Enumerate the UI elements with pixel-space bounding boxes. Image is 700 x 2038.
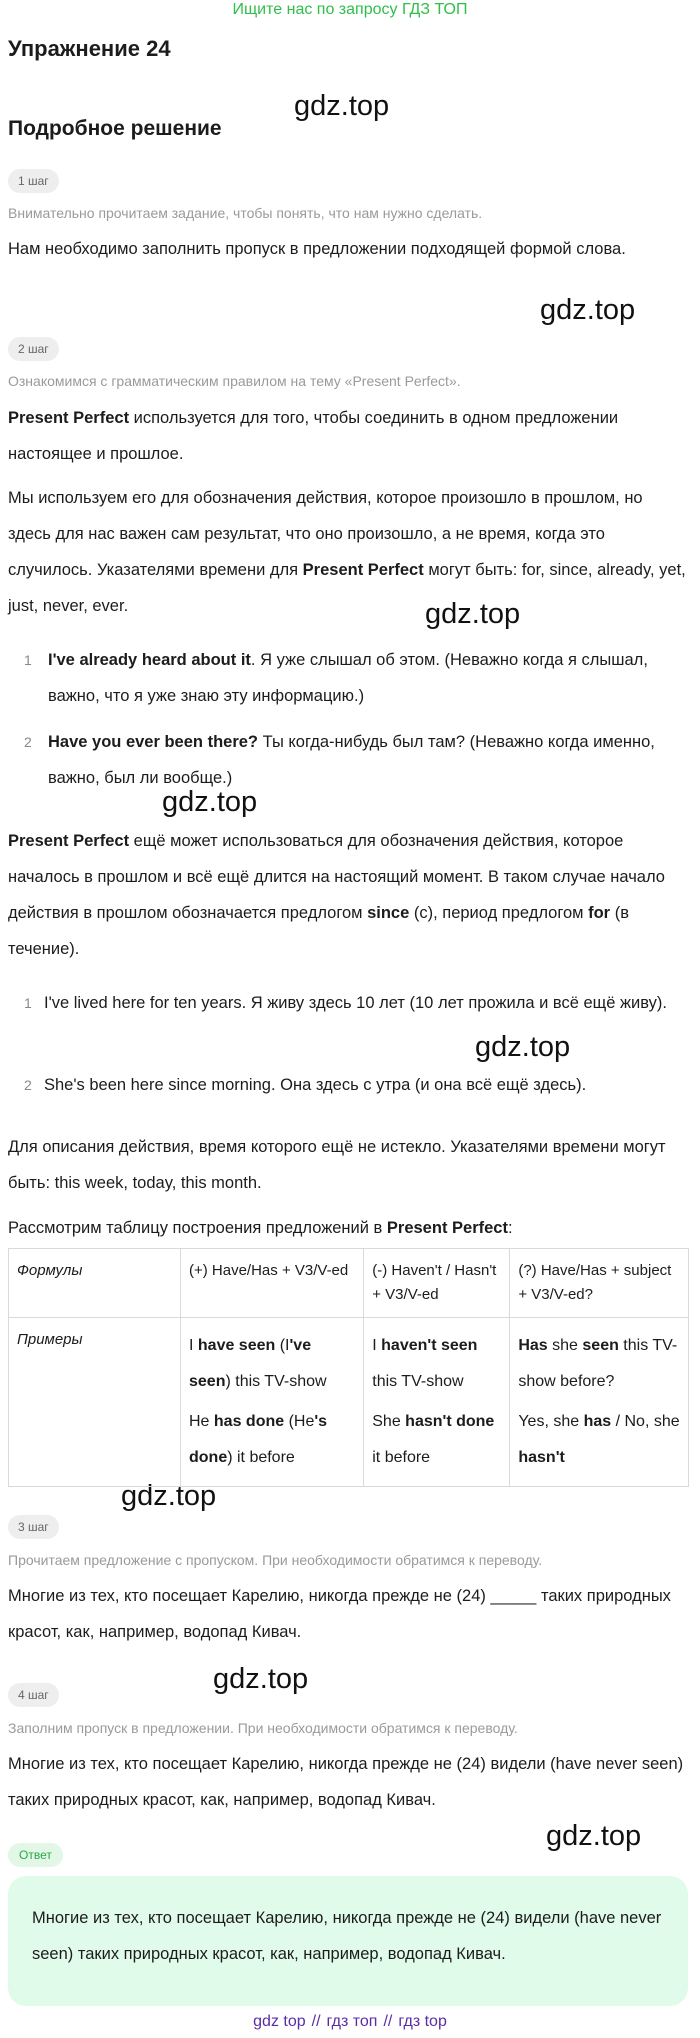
table-cell: (+) Have/Has + V3/V-ed	[181, 1249, 364, 1318]
row-header: Примеры	[9, 1318, 181, 1487]
step-badge: 2 шаг	[8, 337, 59, 361]
answer-badge: Ответ	[8, 1843, 63, 1867]
table-cell: (-) Haven't / Hasn't + V3/V-ed	[364, 1249, 510, 1318]
example: She's been here since morning. Она здесь с утра (и она всё ещё здесь).	[44, 1076, 587, 1094]
term: Present Perfect	[8, 409, 130, 427]
grammar-table	[8, 1248, 689, 1487]
text: :	[507, 1219, 513, 1237]
text: (в течение).	[8, 904, 629, 958]
example-sentence: She hasn't done it before	[372, 1413, 495, 1466]
example-sentence: I haven't seen this TV-show	[372, 1337, 478, 1390]
step-text: Нам необходимо заполнить пропуск в предложении подходящей формой слова.	[8, 240, 626, 258]
watermark: gdz.top	[475, 1031, 571, 1063]
step-badge: 1 шаг	[8, 169, 59, 193]
example-sentence: Has she seen this TV-show before?	[518, 1337, 678, 1390]
watermark: gdz.top	[121, 1480, 217, 1512]
answer-text: Многие из тех, кто посещает Карелию, никогда прежде не (24) видели (have never seen) таких природных красот, как, например, водопад Кивач.	[32, 1909, 662, 1963]
search-promo-banner[interactable]: Ищите нас по запросу ГДЗ ТОП	[232, 1, 468, 18]
step-badge: 4 шаг	[8, 1683, 59, 1707]
answer-box	[8, 1876, 688, 2006]
term: Present Perfect	[386, 1219, 508, 1237]
separator: //	[311, 2013, 321, 2030]
example: Have you ever been there?	[48, 733, 259, 751]
list-number: 1	[24, 652, 32, 668]
table-row	[9, 1249, 689, 1318]
rule-paragraph	[8, 480, 688, 624]
list-number: 2	[24, 1077, 32, 1093]
footer-link[interactable]: гдз top	[398, 2013, 447, 2030]
separator: //	[383, 2013, 393, 2030]
watermark: gdz.top	[294, 90, 390, 122]
text: могут быть: for, since, already, yet, just, never, ever.	[8, 561, 686, 615]
example-sentence: Yes, she has / No, she hasn't	[518, 1413, 680, 1466]
step-hint: Ознакомимся с грамматическим правилом на тему «Present Perfect».	[8, 373, 461, 389]
list-number: 1	[24, 995, 32, 1011]
table-cell	[510, 1318, 689, 1487]
footer-links	[0, 2013, 700, 2031]
table-row	[9, 1318, 689, 1487]
rule-paragraph	[8, 400, 688, 472]
step-hint: Заполним пропуск в предложении. При необходимости обратимся к переводу.	[8, 1720, 518, 1736]
exercise-title: Упражнение 24	[8, 36, 171, 61]
text: Мы используем его для обозначения действия, которое произошло в прошлом, но здесь для нас важен сам результат, что оно произошло, а не время, когда это случилось. Указателями времени для	[8, 489, 643, 579]
text: Рассмотрим таблицу построения предложений в	[8, 1219, 387, 1237]
rule-paragraph: Для описания действия, время которого ещё не истекло. Указателями времени могут быть: this week, today, this month.	[8, 1138, 666, 1192]
watermark: gdz.top	[546, 1820, 642, 1852]
list-number: 2	[24, 734, 32, 750]
example: I've lived here for ten years. Я живу здесь 10 лет (10 лет прожила и всё ещё живу).	[44, 994, 667, 1012]
text: используется для того, чтобы соединить в одном предложении настоящее и прошлое.	[8, 409, 619, 463]
rule-paragraph	[8, 1210, 688, 1246]
step-text: Многие из тех, кто посещает Карелию, никогда прежде не (24) _____ таких природных красот, как, например, водопад Кивач.	[8, 1587, 671, 1641]
table-cell	[181, 1318, 364, 1487]
footer-link[interactable]: гдз топ	[326, 2013, 378, 2030]
step-badge: 3 шаг	[8, 1515, 59, 1539]
term: for	[588, 904, 611, 922]
term: since	[367, 904, 410, 922]
step-text: Многие из тех, кто посещает Карелию, никогда прежде не (24) видели (have never seen) таких природных красот, как, например, водопад Кивач.	[8, 1755, 684, 1809]
watermark: gdz.top	[425, 598, 521, 630]
watermark: gdz.top	[213, 1663, 309, 1695]
translation: Ты когда-нибудь был там? (Неважно когда именно, важно, был ли вообще.)	[48, 733, 655, 787]
row-header: Формулы	[9, 1249, 181, 1318]
text: (с), период предлогом	[409, 904, 589, 922]
example-sentence: He has done (He's done) it before	[189, 1413, 328, 1466]
rule-paragraph	[8, 823, 688, 967]
example: I've already heard about it	[48, 651, 251, 669]
text: ещё может использоваться для обозначения действия, которое началось в прошлом и всё ещё длится на настоящий момент. В таком случае начало действия в прошлом обозначается предлогом	[8, 832, 665, 922]
watermark: gdz.top	[162, 786, 258, 818]
step-hint: Внимательно прочитаем задание, чтобы понять, что нам нужно сделать.	[8, 205, 483, 221]
term: Present Perfect	[302, 561, 424, 579]
footer-link[interactable]: gdz top	[253, 2013, 306, 2030]
term: Present Perfect	[8, 832, 130, 850]
step-hint: Прочитаем предложение с пропуском. При необходимости обратимся к переводу.	[8, 1552, 543, 1568]
table-cell: (?) Have/Has + subject + V3/V-ed?	[510, 1249, 689, 1318]
watermark: gdz.top	[540, 294, 636, 326]
solution-heading: Подробное решение	[8, 117, 222, 140]
example-sentence: I have seen (I've seen) this TV-show	[189, 1337, 327, 1390]
table-cell	[364, 1318, 510, 1487]
translation: . Я уже слышал об этом. (Неважно когда я слышал, важно, что я уже знаю эту информацию.)	[48, 651, 648, 705]
